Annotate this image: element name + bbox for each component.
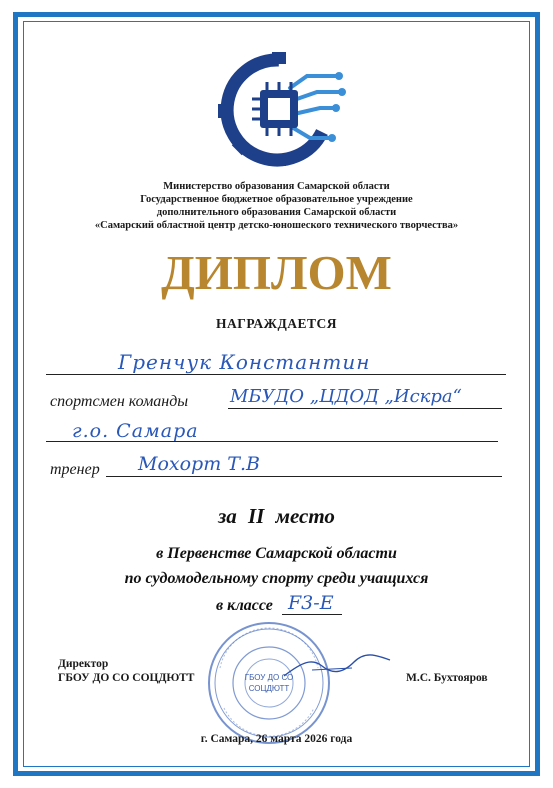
place-date-footer: г. Самара, 26 марта 2026 года [200,733,353,745]
official-stamp [206,620,332,746]
org-line-3: дополнительного образования Самарской области [156,207,397,218]
place-text: за II место [218,504,335,528]
coach-value: Мохорт Т.В [138,453,260,475]
org-line-4: «Самарский областной центр детско-юношеского технического творчества» [94,220,459,231]
coach-underline [106,476,502,477]
city-underline [46,441,498,442]
org-line-1: Министерство образования Самарской области [163,181,390,192]
class-value: F3-E [288,592,334,614]
stamp-center-line-1: ГБОУ ДО СО [244,673,294,682]
team-value: МБУДО „ЦДОД „Искра“ [230,386,462,407]
class-underline [282,614,342,615]
organization-header [40,180,513,232]
director-role-1: Директор [58,658,109,670]
awarded-heading: НАГРАЖДАЕТСЯ [215,316,337,331]
director-title [58,657,194,685]
diploma-title: ДИПЛОМ [161,245,392,300]
city-value: г.о. Самара [72,420,199,442]
director-name: М.С. Бухтояров [406,672,488,684]
recipient-name: Гренчук Константин [118,350,371,374]
director-role-2: ГБОУ ДО СО СОЦДЮТТ [58,672,195,684]
gear-chip-logo [212,52,347,167]
class-label: в классе [216,597,273,614]
stamp-center-line-2: СОЦДЮТТ [248,684,290,693]
coach-label: тренер [50,461,100,478]
org-line-2: Государственное бюджетное образовательное учреждение [140,194,413,205]
event-line-1: в Первенстве Самарской области [156,545,397,562]
team-label: спортсмен команды [50,393,189,410]
handwritten-signature [282,652,392,682]
team-underline [228,408,502,409]
event-line-2: по судомодельному спорту среди учащихся [124,570,429,587]
name-underline [46,374,506,375]
